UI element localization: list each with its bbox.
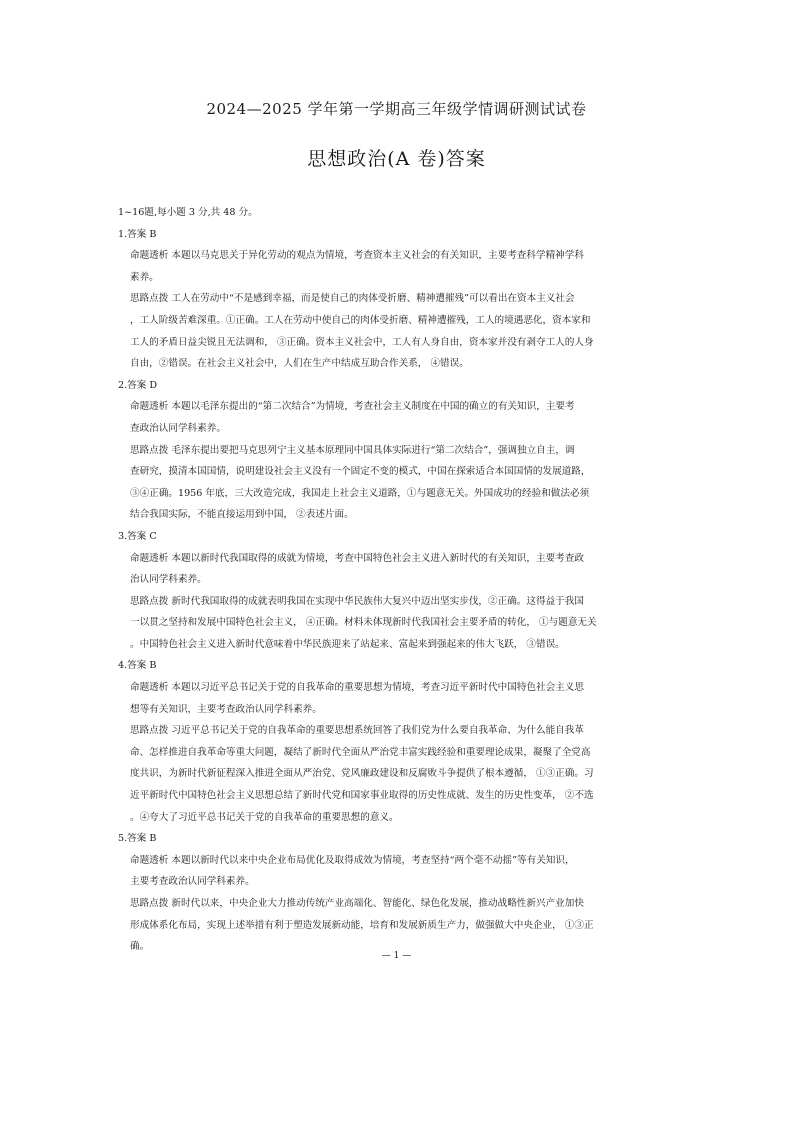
answer-text-line: 结合我国实际，不能直接运用到中国， ②表述片面。: [130, 509, 354, 521]
answer-heading: 3.答案 C: [118, 530, 157, 542]
answer-text-line: 确。: [130, 941, 150, 953]
answer-text-line: 近平新时代中国特色社会主义思想总结了新时代党和国家事业取得的历史性成就、发生的历史性变革， ②不选: [130, 790, 594, 802]
answer-text-line: 思路点拨 新时代以来，中央企业大力推动传统产业高端化、智能化、绿色化发展，推动战略性新兴产业加快: [130, 898, 584, 909]
page-number: — 1 —: [381, 951, 412, 961]
answer-text-line: 思路点拨 毛泽东提出要把马克思列宁主义基本原理同中国具体实际进行“第二次结合”，强调独立自主，调: [130, 444, 575, 456]
answer-text-line: 命题透析 本题以毛泽东提出的“第二次结合”为情境，考查社会主义制度在中国的确立的有关知识，主要考: [130, 401, 575, 413]
answer-content: [118, 202, 678, 958]
answer-text-line: 治认同学科素养。: [130, 574, 207, 586]
answer-heading: 4.答案 B: [118, 660, 157, 672]
answer-text-line: ③④正确。1956 年底，三大改造完成，我国走上社会主义道路，①与题意无关。外国成功的经验和做法必须: [130, 487, 590, 499]
answer-heading: 5.答案 B: [118, 833, 157, 845]
answer-text-line: 度共识，为新时代新征程深入推进全面从严治党、党风廉政建设和反腐败斗争提供了根本遵循， ①③正确。习: [130, 768, 594, 780]
answer-text-line: 主要考查政治认同学科素养。: [130, 876, 255, 888]
answer-heading: 1.答案 B: [118, 228, 157, 240]
answer-text-line: 一以贯之坚持和发展中国特色社会主义， ④正确。材料未体现新时代我国社会主要矛盾的转化， ①与题意无关: [130, 617, 597, 629]
answer-text-line: 想等有关知识，主要考查政治认同学科素养。: [130, 703, 322, 715]
answer-text-line: 命题透析 本题以新时代以来中央企业布局优化及取得成效为情境，考查坚持“两个毫不动摇”等有关知识，: [130, 854, 575, 866]
answer-text-line: 查研究，摸清本国国情，说明建设社会主义没有一个固定不变的模式，中国在探索适合本国国情的发展道路，: [130, 466, 591, 478]
answer-text-line: 形成体系化布局，实现上述举措有利于塑造发展新动能，培育和发展新质生产力，做强做大中央企业， ①③正: [130, 919, 594, 931]
intro-line: 1~16题,每小题 3 分,共 48 分。: [118, 207, 258, 218]
answer-text-line: 命题透析 本题以新时代我国取得的成就为情境，考查中国特色社会主义进入新时代的有关知识，主要考查政: [130, 552, 584, 564]
answer-text-line: 。中国特色社会主义进入新时代意味着中华民族迎来了站起来、富起来到强起来的伟大飞跃， ③错误。: [130, 638, 565, 650]
answer-text-line: 思路点拨 新时代我国取得的成就表明我国在实现中华民族伟大复兴中迈出坚实步伐，②正确。这得益于我国: [130, 595, 584, 607]
answer-text-line: 自由，②错误。在社会主义社会中，人们在生产中结成互助合作关系， ④错误。: [130, 358, 469, 370]
answer-text-line: 工人的矛盾日益尖锐且无法调和， ③正确。资本主义社会中，工人有人身自由，资本家并没有剥夺工人的人身: [130, 336, 594, 348]
answer-text-line: 查政治认同学科素养。: [130, 422, 226, 434]
exam-title: 2024—2025 学年第一学期高三年级学情调研测试试卷: [206, 100, 587, 118]
answer-text-line: 思路点拨 习近平总书记关于党的自我革命的重要思想系统回答了我们党为什么要自我革命、为什么能自我革: [130, 725, 584, 737]
answer-text-line: 思路点拨 工人在劳动中“不是感到幸福，而是使自己的肉体受折磨、精神遭摧残”可以看出在资本主义社会: [130, 293, 575, 305]
answer-text-line: 。④夸大了习近平总书记关于党的自我革命的重要思想的意义。: [130, 811, 399, 823]
answer-lines: [118, 224, 678, 958]
answer-text-line: 素养。: [130, 271, 159, 283]
answer-text-line: 命、怎样推进自我革命等重大问题，凝结了新时代全面从严治党丰富实践经验和重要理论成果，凝聚了全党高: [130, 746, 591, 758]
answer-text-line: 命题透析 本题以习近平总书记关于党的自我革命的重要思想为情境，考查习近平新时代中国特色社会主义思: [130, 682, 584, 694]
answer-text-line: 命题透析 本题以马克思关于异化劳动的观点为情境，考查资本主义社会的有关知识，主要考查科学精神学科: [130, 250, 584, 262]
answer-heading: 2.答案 D: [118, 379, 158, 391]
answer-text-line: ，工人阶级苦难深重。①正确。工人在劳动中使自己的肉体受折磨、精神遭摧残，工人的境遇恶化，资本家和: [130, 314, 591, 326]
exam-subtitle: 思想政治(A 卷)答案: [307, 148, 486, 170]
